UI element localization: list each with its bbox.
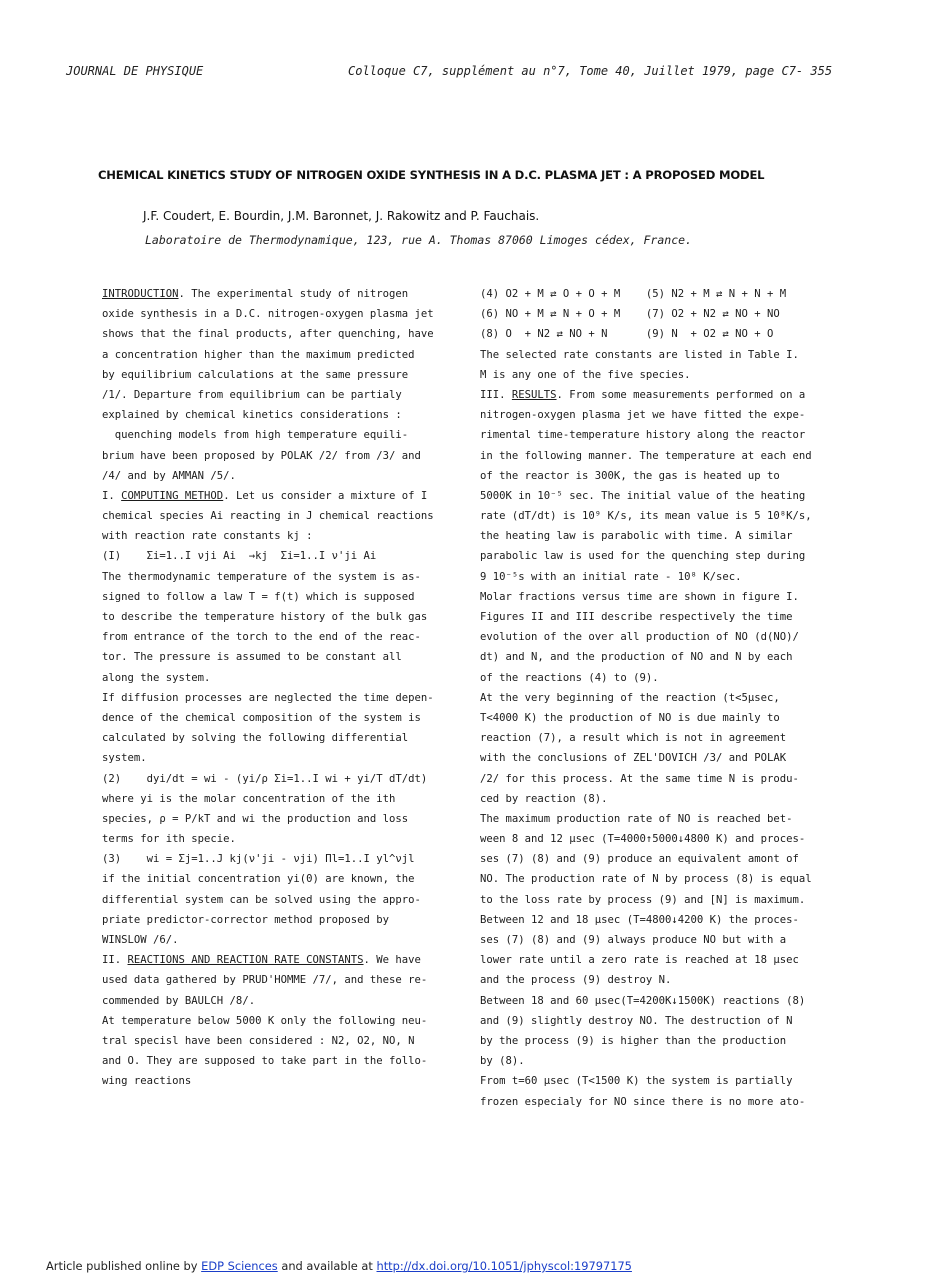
line-text: M is any one of the five species. [480,368,691,381]
line-text: The selected rate constants are listed in Table I. [480,348,799,361]
text-line [480,890,840,910]
line-text: priate predictor-corrector method proposed by [102,913,390,926]
line-text: of the reactions (4) to (9). [480,671,659,684]
line-text: dt) and N, and the production of NO and N by each [480,651,793,664]
text-line [480,1071,840,1091]
text-line [102,647,462,667]
line-text: oxide synthesis in a D.C. nitrogen-oxygen plasma jet [102,308,434,321]
text-line [102,526,462,546]
text-line [102,869,462,889]
text-line [480,607,840,627]
text-line [480,789,840,809]
line-text: to describe the temperature history of the bulk gas [102,611,428,623]
line-text: Molar fractions versus time are shown in figure I. [480,590,799,603]
text-line [102,546,462,566]
text-line [102,627,462,647]
text-line [480,324,840,344]
line-text: shows that the final products, after quenching, have [102,328,434,341]
text-line [102,789,462,809]
line-text: and (9) slightly destroy NO. The destruction of N [480,1014,793,1027]
footer-prefix: Article published online by [46,1259,202,1273]
doi-link[interactable]: http://dx.doi.org/10.1051/jphyscol:19797175 [376,1259,632,1273]
line-text: calculated by solving the following differential [102,732,409,745]
text-line [480,1011,840,1031]
line-text: 9 10⁻⁵s with an initial rate - 10⁸ K/sec. [480,570,742,583]
line-text: (6) NO + M ⇄ N + O + M (7) O2 + N2 ⇄ NO + NO [480,308,780,321]
line-text: of the reactor is 300K, the gas is heated up to [480,469,780,482]
line-text: if the initial concentration yi(0) are known, the [102,873,415,886]
text-line [102,708,462,728]
line-text: lower rate until a zero rate is reached at 18 μsec [480,954,799,967]
line-text: to the loss rate by process (9) and [N] is maximum. [480,893,806,906]
text-line [480,991,840,1011]
journal-name: JOURNAL DE PHYSIQUE [66,64,204,78]
text-line [480,446,840,466]
line-text: (2) dyi/dt = wi - (yi/ρ Σi=1..I wi + yi/T dT/dt) [102,772,428,785]
article-authors: J.F. Coudert, E. Bourdin, J.M. Baronnet, J. Rakowitz and P. Fauchais. [143,209,540,223]
text-line [102,345,462,365]
line-text: (8) O + N2 ⇄ NO + N (9) N + O2 ⇄ NO + O [480,328,774,341]
line-text: . We have [363,954,421,967]
line-text: T<4000 K) the production of NO is due mainly to [480,711,780,724]
line-text: . From some measurements performed on a [556,388,806,401]
text-line [480,647,840,667]
text-line [480,910,840,930]
text-line [480,849,840,869]
text-line [480,425,840,445]
line-text: ses (7) (8) and (9) produce an equivalent amont of [480,853,799,866]
line-text: /1/. Departure from equilibrium can be partialy [102,388,402,401]
text-line [480,829,840,849]
line-text: along the system. [102,671,211,684]
line-text: . The experimental study of nitrogen [178,288,409,300]
line-text: ced by reaction (8). [480,792,608,805]
line-text: commended by BAULCH /8/. [102,994,256,1007]
line-prefix: III. [480,388,512,401]
text-line [102,890,462,910]
text-line [102,365,462,385]
line-text: the heating law is parabolic with time. A similar [480,530,793,543]
line-text: /2/ for this process. At the same time N is produ- [480,772,799,785]
line-prefix: I. [102,489,122,502]
text-line [480,688,840,708]
text-line [102,930,462,950]
text-line [102,446,462,466]
line-text: from entrance of the torch to the end of the reac- [102,631,421,644]
line-text: terms for ith specie. [102,833,236,846]
line-text: Between 12 and 18 μsec (T=4800↓4200 K) the proces- [480,913,799,926]
text-line [102,405,462,425]
line-text: rimental time-temperature history along the reactor [480,429,806,442]
line-text: NO. The production rate of N by process (8) is equal [480,873,812,886]
right-column [480,284,840,1112]
article-affiliation: Laboratoire de Thermodynamique, 123, rue A. Thomas 87060 Limoges cédex, France. [145,233,692,247]
text-line [102,829,462,849]
text-line [102,587,462,607]
text-line [480,627,840,647]
line-text: tor. The pressure is assumed to be constant all [102,651,402,664]
line-text: in the following manner. The temperature at each end [480,449,812,462]
section-heading: RESULTS [511,388,557,401]
line-text: The thermodynamic temperature of the system is as- [102,570,421,583]
text-line [480,526,840,546]
line-prefix: II. [102,954,128,967]
text-line [102,950,462,970]
text-line [480,869,840,889]
line-text: parabolic law is used for the quenching step during [480,550,806,563]
footer-middle: and available at [277,1259,377,1273]
text-line [102,910,462,930]
line-text: At the very beginning of the reaction (t<5μsec, [480,691,780,704]
section-heading: REACTIONS AND REACTION RATE CONSTANTS [127,954,364,967]
text-line [480,1051,840,1071]
line-text: (3) wi = Σj=1..J kj(ν'ji - νji) Πl=1..I yl^νjl [102,853,415,866]
text-line [480,284,840,304]
line-text: explained by chemical kinetics considerations : [102,409,402,422]
text-line [480,728,840,748]
text-line [480,970,840,990]
text-line [102,991,462,1011]
line-text: (I) Σi=1..I νji Ai →kj Σi=1..I ν'ji Ai [102,550,377,563]
text-line [102,688,462,708]
text-line [480,668,840,688]
text-line [480,930,840,950]
text-line [480,1031,840,1051]
line-text: brium have been proposed by POLAK /2/ from /3/ and [102,449,421,462]
line-text: by (8). [480,1055,525,1068]
text-line [102,1011,462,1031]
text-line [480,405,840,425]
line-text: tral specisl have been considered : N2, O2, NO, N [102,1034,415,1047]
line-text: with the conclusions of ZEL'DOVICH /3/ and POLAK [480,752,787,765]
colloque-reference: Colloque C7, supplément au n°7, Tome 40, Juillet 1979, page C7- 355 [348,64,833,78]
text-line [102,486,462,506]
line-text: wing reactions [102,1075,192,1088]
line-text: by the process (9) is higher than the production [480,1034,787,1047]
text-line [102,970,462,990]
line-text: used data gathered by PRUD'HOMME /7/, and these re- [102,974,428,987]
text-line [480,587,840,607]
line-text: where yi is the molar concentration of the ith [102,792,396,805]
text-line [480,1092,840,1112]
text-line [102,748,462,768]
line-text: signed to follow a law T = f(t) which is supposed [102,590,415,603]
text-line [102,1071,462,1091]
text-line [102,324,462,344]
line-text: reaction (7), a result which is not in agreement [480,732,787,745]
text-line [102,668,462,688]
text-line [102,809,462,829]
line-text: system. [102,752,147,765]
line-text: At temperature below 5000 K only the following neu- [102,1014,428,1027]
line-text: nitrogen-oxygen plasma jet we have fitted the expe- [480,409,806,422]
text-line [102,425,462,445]
line-text: a concentration higher than the maximum predicted [102,348,415,361]
line-text: and the process (9) destroy N. [480,974,672,987]
publisher-link[interactable]: EDP Sciences [201,1259,278,1273]
text-line [102,304,462,324]
line-text: Figures II and III describe respectively the time [480,611,793,623]
text-line [480,567,840,587]
section-heading: COMPUTING METHOD [121,489,224,502]
line-text: ses (7) (8) and (9) always produce NO but with a [480,934,787,946]
section-heading: INTRODUCTION [102,288,179,300]
line-text: evolution of the over all production of NO (d(NO)/ [480,631,799,644]
line-text: species, ρ = P/kT and wi the production and loss [102,812,409,825]
line-text: ween 8 and 12 μsec (T=4000↑5000↓4800 K) and proces- [480,833,806,846]
text-line [102,769,462,789]
text-line [102,284,462,304]
text-line [480,546,840,566]
line-text: frozen especialy for NO since there is no more ato- [480,1095,806,1108]
text-line [102,385,462,405]
text-line [480,304,840,324]
line-text: dence of the chemical composition of the system is [102,711,421,724]
text-line [102,1031,462,1051]
text-line [102,567,462,587]
line-text: The maximum production rate of NO is reached bet- [480,812,793,825]
text-line [102,728,462,748]
text-line [480,345,840,365]
line-text: and O. They are supposed to take part in the follo- [102,1055,428,1068]
text-line [480,769,840,789]
text-line [480,748,840,768]
line-text: If diffusion processes are neglected the time depen- [102,691,434,704]
line-text: Between 18 and 60 μsec(T=4200K↓1500K) reactions (8) [480,994,806,1007]
line-text: quenching models from high temperature equili- [102,429,409,442]
page-footer [46,1259,632,1273]
line-text: by equilibrium calculations at the same pressure [102,368,409,381]
line-text: From t=60 μsec (T<1500 K) the system is partially [480,1075,793,1088]
text-line [480,708,840,728]
text-line [480,486,840,506]
text-line [102,506,462,526]
text-line [102,466,462,486]
text-line [480,385,840,405]
line-text: (4) O2 + M ⇄ O + O + M (5) N2 + M ⇄ N + N + M [480,288,787,300]
line-text: 5000K in 10⁻⁵ sec. The initial value of the heating [480,489,806,502]
line-text: WINSLOW /6/. [102,934,179,946]
line-text: with reaction rate constants kj : [102,530,313,543]
text-line [480,950,840,970]
line-text: chemical species Ai reacting in J chemical reactions [102,510,434,523]
line-text: . Let us consider a mixture of I [223,489,428,502]
article-title: CHEMICAL KINETICS STUDY OF NITROGEN OXIDE SYNTHESIS IN A D.C. PLASMA JET : A PROPOSED MODEL [98,168,765,182]
text-line [102,1051,462,1071]
line-text: differential system can be solved using the appro- [102,893,421,906]
text-line [480,466,840,486]
left-column [102,284,462,1092]
text-line [480,365,840,385]
text-line [102,849,462,869]
text-line [480,506,840,526]
text-line [102,607,462,627]
line-text: rate (dT/dt) is 10⁹ K/s, its mean value is 5 10⁸K/s, [480,510,812,523]
line-text: /4/ and by AMMAN /5/. [102,469,236,482]
text-line [480,809,840,829]
